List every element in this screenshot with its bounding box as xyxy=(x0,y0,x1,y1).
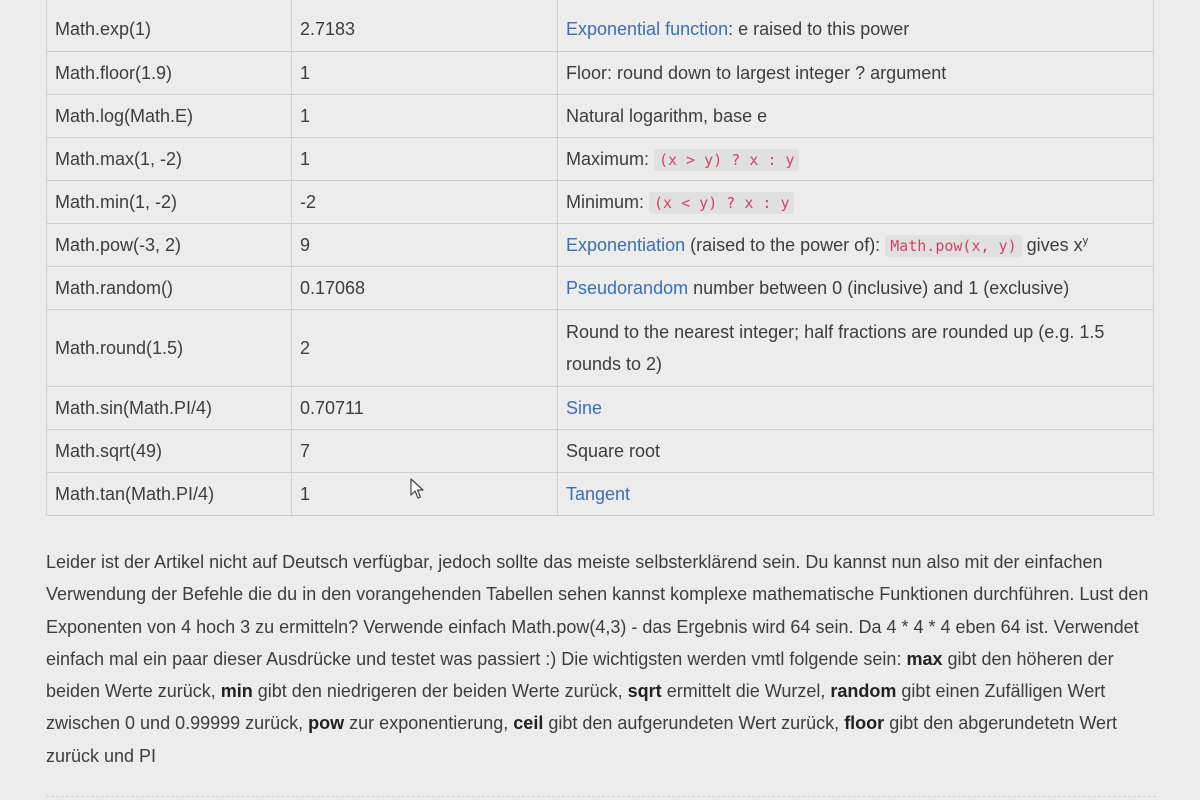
expression-cell: Math.exp(1) xyxy=(47,0,292,52)
table-row xyxy=(47,138,1154,181)
description-text: Maximum: xyxy=(566,148,655,169)
term-min: min xyxy=(220,681,253,702)
result-cell: 1 xyxy=(292,95,558,138)
exponential-function-link[interactable]: Exponential function xyxy=(566,19,729,39)
expression-cell: Math.min(1, -2) xyxy=(47,181,292,224)
description-cell xyxy=(558,387,1154,430)
description-cell xyxy=(558,138,1154,181)
term-sqrt: sqrt xyxy=(627,681,662,702)
result-cell: 1 xyxy=(292,473,558,516)
table-row xyxy=(47,387,1154,430)
code-snippet: (x < y) ? x : y xyxy=(649,192,794,214)
mouse-pointer-icon xyxy=(410,478,426,500)
code-snippet: (x > y) ? x : y xyxy=(654,149,799,171)
table-row xyxy=(47,224,1154,267)
description-cell xyxy=(558,181,1154,224)
description-cell xyxy=(558,224,1154,267)
expression-cell: Math.round(1.5) xyxy=(47,310,292,387)
expression-cell: Math.max(1, -2) xyxy=(47,138,292,181)
expression-cell: Math.sin(Math.PI/4) xyxy=(47,387,292,430)
result-cell: 1 xyxy=(292,52,558,95)
term-random: random xyxy=(830,681,897,702)
term-pow-text: zur exponentierung, xyxy=(344,713,514,734)
exponentiation-link[interactable]: Exponentiation xyxy=(566,234,686,255)
description-cell xyxy=(558,0,1154,52)
term-sqrt-text: ermittelt die Wurzel, xyxy=(661,681,831,702)
result-cell: 2.7183 xyxy=(292,0,558,52)
table-row xyxy=(47,310,1154,387)
description-text: (raised to the power of): xyxy=(685,234,886,255)
expression-cell: Math.floor(1.9) xyxy=(47,52,292,95)
table-row xyxy=(47,181,1154,224)
description-cell xyxy=(558,473,1154,516)
table-row xyxy=(47,267,1154,310)
term-random-text: gibt einen Zufälligen Wert zwischen 0 und 0.99999 zurück, xyxy=(46,681,1106,734)
term-min-text: gibt den niedrigeren der beiden Werte zurück, xyxy=(252,681,628,702)
expression-cell: Math.sqrt(49) xyxy=(47,430,292,473)
tangent-link[interactable]: Tangent xyxy=(566,484,631,504)
description-cell: Square root xyxy=(558,430,1154,473)
description-text: : e raised to this power xyxy=(728,19,910,39)
result-cell: 1 xyxy=(292,138,558,181)
term-max-text: gibt den höheren der beiden Werte zurück, xyxy=(46,648,1114,702)
description-cell: Floor: round down to largest integer ? argument xyxy=(558,52,1154,95)
term-pow: pow xyxy=(308,713,345,734)
term-max: max xyxy=(906,648,943,669)
math-functions-table xyxy=(46,0,1154,516)
result-cell: 7 xyxy=(292,430,558,473)
result-cell: 2 xyxy=(292,310,558,387)
description-cell xyxy=(558,267,1154,310)
table-row xyxy=(47,52,1154,95)
table-row xyxy=(47,473,1154,516)
expression-cell: Math.pow(-3, 2) xyxy=(47,224,292,267)
expression-cell: Math.random() xyxy=(47,267,292,310)
term-ceil-text: gibt den aufgerundeten Wert zurück, xyxy=(543,713,845,734)
result-cell: 9 xyxy=(292,224,558,267)
superscript: y xyxy=(1082,234,1089,247)
result-cell: 0.17068 xyxy=(292,267,558,310)
table-row xyxy=(47,95,1154,138)
term-floor-text: gibt den abgerundetetn Wert zurück und PI xyxy=(46,713,1118,766)
term-ceil: ceil xyxy=(513,713,544,734)
article-paragraph xyxy=(46,546,1156,772)
result-cell: 0.70711 xyxy=(292,387,558,430)
description-cell: Natural logarithm, base e xyxy=(558,95,1154,138)
section-divider xyxy=(46,796,1156,797)
pseudorandom-link[interactable]: Pseudorandom xyxy=(566,278,689,298)
result-cell: -2 xyxy=(292,181,558,224)
term-floor: floor xyxy=(844,713,885,734)
description-text: number between 0 (inclusive) and 1 (exclusive) xyxy=(688,278,1070,298)
description-text: Minimum: xyxy=(566,191,650,212)
code-snippet: Math.pow(x, y) xyxy=(885,235,1021,257)
table-row xyxy=(47,0,1154,52)
table-row xyxy=(47,430,1154,473)
sine-link[interactable]: Sine xyxy=(566,398,603,418)
expression-cell: Math.tan(Math.PI/4) xyxy=(47,473,292,516)
description-cell: Round to the nearest integer; half fractions are rounded up (e.g. 1.5 rounds to 2) xyxy=(558,310,1154,387)
expression-cell: Math.log(Math.E) xyxy=(47,95,292,138)
paragraph-intro: Leider ist der Artikel nicht auf Deutsch verfügbar, jedoch sollte das meiste selbsterklärend sein. Du kannst nun also mit der einfachen Verwendung der Befehle die du in den vorangehenden Tabellen sehen kannst komplexe mathematische Funktionen durchführen. Lust den Exponenten von 4 hoch 3 zu ermitteln? Verwende einfach Math.pow(4,3) - das Ergebnis wird 64 sein. Da 4 * 4 * 4 eben 64 ist. Verwendet einfach mal ein paar dieser Ausdrücke und testet was passiert :) Die wichtigsten werden vmtl folgende sein: xyxy=(46,552,1149,669)
description-text-after: gives x xyxy=(1021,234,1083,255)
